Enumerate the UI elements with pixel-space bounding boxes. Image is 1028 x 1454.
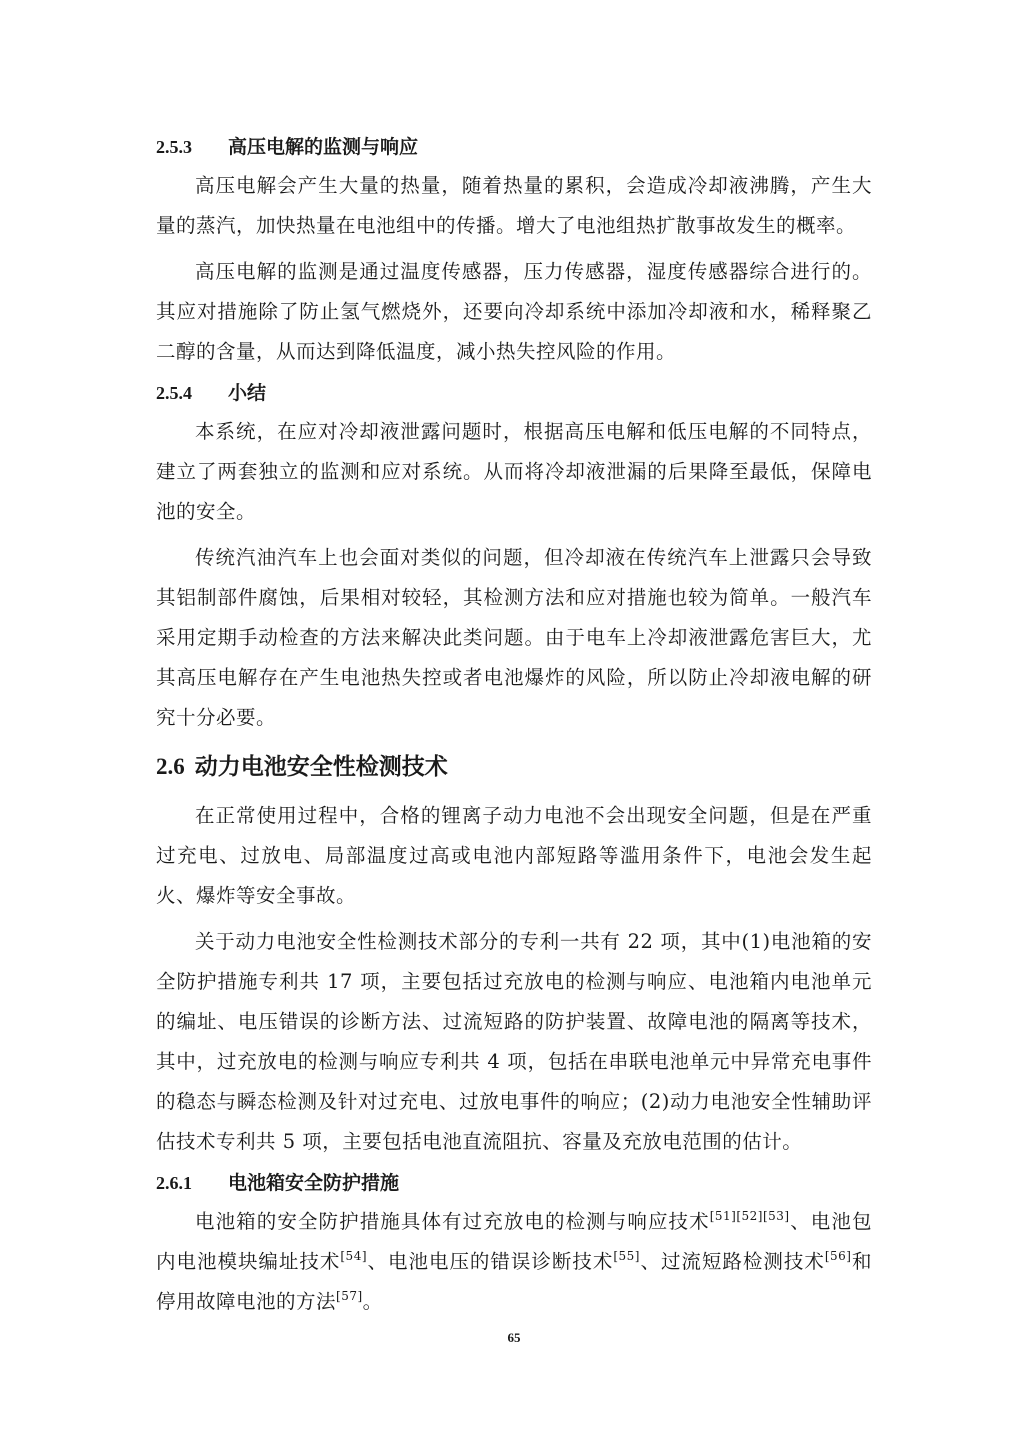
text-run: 和停用故障电池的方法 — [156, 1250, 872, 1313]
citation: [51][52][53] — [709, 1209, 790, 1223]
section-number: 2.6.1 — [156, 1173, 192, 1193]
text-run: 、过流短路检测技术 — [639, 1250, 825, 1273]
section-title: 电池箱安全防护措施 — [228, 1172, 400, 1194]
citation: [57] — [336, 1289, 363, 1303]
paragraph: 传统汽油汽车上也会面对类似的问题，但冷却液在传统汽车上泄露只会导致其铝制部件腐蚀，后果相对较轻，其检测方法和应对措施也较为简单。一般汽车采用定期手动检查的方法来解决此类问题。由于电车上冷却液泄露危害巨大，尤其高压电解存在产生电池热失控或者电池爆炸的风险，所以防止冷却液电解的研究十分必要。 — [156, 546, 872, 729]
text-run: 电池箱的安全防护措施具体有过充放电的检测与响应技术 — [195, 1210, 710, 1233]
section-heading-2-5-3 — [156, 133, 872, 161]
paragraph: 高压电解的监测是通过温度传感器，压力传感器，湿度传感器综合进行的。其应对措施除了防止氢气燃烧外，还要向冷却系统中添加冷却液和水，稀释聚乙二醇的含量，从而达到降低温度，减小热失控风险的作用。 — [156, 260, 872, 363]
section-heading-2-6-1 — [156, 1169, 872, 1197]
section-number: 2.5.4 — [156, 383, 192, 403]
section-number: 2.5.3 — [156, 137, 192, 157]
text-run: 、电池电压的错误诊断技术 — [367, 1250, 614, 1273]
citation: [56] — [824, 1249, 852, 1263]
section-title: 小结 — [228, 382, 267, 404]
section-number: 2.6 — [156, 754, 185, 779]
paragraph: 高压电解会产生大量的热量，随着热量的累积，会造成冷却液沸腾，产生大量的蒸汽，加快热量在电池组中的传播。增大了电池组热扩散事故发生的概率。 — [156, 174, 872, 237]
paragraph-with-citations — [156, 1202, 872, 1322]
section-heading-2-6 — [156, 750, 872, 784]
section-title: 动力电池安全性检测技术 — [194, 753, 448, 780]
citation: [54] — [340, 1249, 368, 1263]
paragraph: 关于动力电池安全性检测技术部分的专利一共有 22 项，其中(1)电池箱的安全防护措施专利共 17 项，主要包括过充放电的检测与响应、电池箱内电池单元的编址、电压错误的诊断方法、过流短路的防护装置、故障电池的隔离等技术，其中，过充放电的检测与响应专利共 4 项，包括在串联电池单元中异常充电事件的稳态与瞬态检测及针对过充电、过放电事件的响应；(2)动力电池安全性辅助评估技术专利共 5 项，主要包括电池直流阻抗、容量及充放电范围的估计。 — [156, 930, 872, 1153]
text-run: 、电池包内电池模块编址技术 — [156, 1210, 872, 1273]
paragraph: 本系统，在应对冷却液泄露问题时，根据高压电解和低压电解的不同特点，建立了两套独立的监测和应对系统。从而将冷却液泄漏的后果降至最低，保障电池的安全。 — [156, 420, 872, 523]
paragraph: 在正常使用过程中，合格的锂离子动力电池不会出现安全问题，但是在严重过充电、过放电、局部温度过高或电池内部短路等滥用条件下，电池会发生起火、爆炸等安全事故。 — [156, 804, 872, 907]
text-run: 。 — [362, 1290, 383, 1313]
page-number: 65 — [507, 1330, 521, 1345]
section-heading-2-5-4 — [156, 379, 872, 407]
citation: [55] — [613, 1249, 640, 1263]
section-title: 高压电解的监测与响应 — [228, 136, 419, 158]
